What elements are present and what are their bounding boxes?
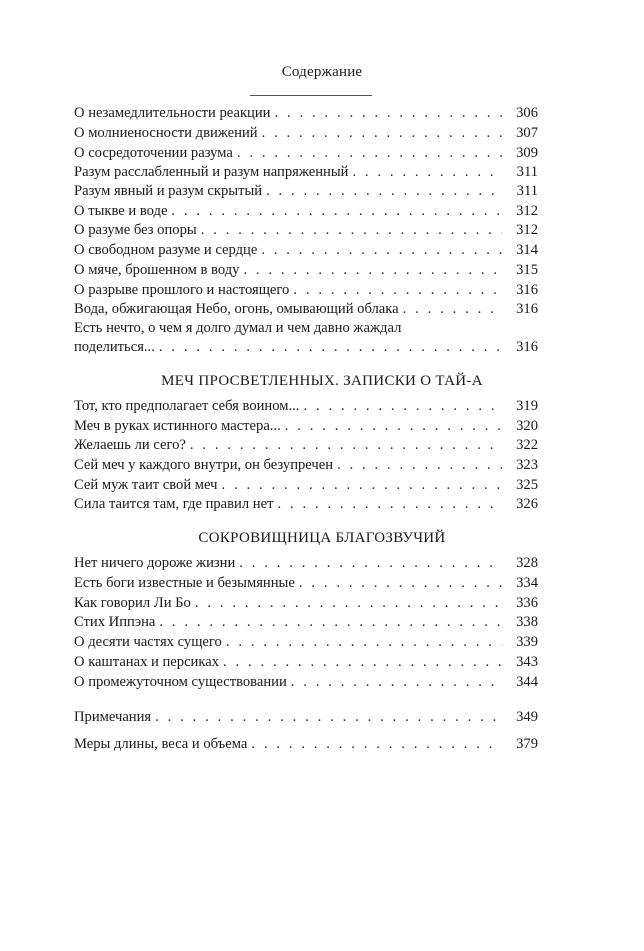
toc-entry[interactable] <box>74 574 538 592</box>
toc-entry-page: 325 <box>516 477 538 493</box>
toc-leader-dots <box>299 574 502 592</box>
toc-entry-page: 343 <box>516 654 538 670</box>
toc-entry[interactable] <box>74 417 538 435</box>
toc-entry[interactable] <box>74 594 538 612</box>
toc-leader-dots <box>239 554 502 572</box>
header-rule <box>250 95 372 96</box>
toc-entry-title-line2: поделиться... <box>74 339 155 355</box>
toc-entry-title: Вода, обжигающая Небо, огонь, омывающий облака <box>74 301 399 317</box>
toc-entry-title: О разуме без опоры <box>74 222 197 238</box>
toc-entry-title: О разрыве прошлого и настоящего <box>74 282 290 298</box>
toc-entry[interactable] <box>74 708 538 726</box>
toc-entry-page: 338 <box>516 614 538 630</box>
toc-entry[interactable] <box>74 476 538 494</box>
toc-leader-dots <box>403 300 502 318</box>
toc-entry-page: 323 <box>516 457 538 473</box>
toc-entry[interactable] <box>74 281 538 299</box>
toc-leader-dots <box>223 653 502 671</box>
toc-leader-dots <box>277 495 502 513</box>
toc-entry-title: О мяче, брошенном в воду <box>74 262 240 278</box>
toc-entry[interactable] <box>74 554 538 572</box>
toc-entry-page: 316 <box>516 282 538 298</box>
toc-entry-page: 339 <box>516 634 538 650</box>
toc-leader-dots <box>261 241 502 259</box>
toc-entry-page: 322 <box>516 437 538 453</box>
toc-leader-dots <box>237 144 502 162</box>
toc-leader-dots <box>251 735 502 753</box>
toc-entry[interactable] <box>74 456 538 474</box>
toc-leader-dots <box>285 417 502 435</box>
toc-entry-line2 <box>74 338 538 357</box>
toc-entry-title: Разум явный и разум скрытый <box>74 183 263 199</box>
toc-entry-page: 309 <box>516 145 538 161</box>
toc-entry-page: 315 <box>516 262 538 278</box>
toc-entry-page: 334 <box>516 575 538 591</box>
toc-entry-page: 306 <box>516 105 538 121</box>
page-header: Содержание <box>281 64 363 80</box>
toc-entry-title: Нет ничего дороже жизни <box>74 555 236 571</box>
toc-entry[interactable] <box>74 163 538 181</box>
section-title: МЕЧ ПРОСВЕТЛЕННЫХ. ЗАПИСКИ О ТАЙ-А <box>161 373 483 389</box>
toc-leader-dots <box>190 436 502 454</box>
toc-entry-title: О сосредоточении разума <box>74 145 233 161</box>
toc-entry[interactable] <box>74 124 538 142</box>
toc-leader-dots <box>303 397 502 415</box>
toc-leader-dots <box>352 163 502 181</box>
toc-entry-title: О тыкве и воде <box>74 203 168 219</box>
toc-entry-multiline[interactable] <box>74 319 538 357</box>
toc-entry-page: 316 <box>516 339 538 355</box>
toc-entry[interactable] <box>74 261 538 279</box>
toc-entry-page: 326 <box>516 496 538 512</box>
toc-entry[interactable] <box>74 436 538 454</box>
toc-entry-page: 336 <box>516 595 538 611</box>
toc-entry-title: Меч в руках истинного мастера... <box>74 418 281 434</box>
toc-leader-dots <box>222 476 502 494</box>
toc-entry-page: 312 <box>516 222 538 238</box>
toc-entry-title: Стих Иппэна <box>74 614 156 630</box>
toc-entry-page: 311 <box>516 164 538 180</box>
toc-entry-page: 319 <box>516 398 538 414</box>
toc-entry-title: О промежуточном существовании <box>74 674 287 690</box>
toc-entry-page: 328 <box>516 555 538 571</box>
toc-entry-title: Сей муж таит свой меч <box>74 477 218 493</box>
toc-entry[interactable] <box>74 613 538 631</box>
toc-entry-page: 314 <box>516 242 538 258</box>
toc-leader-dots <box>159 338 502 357</box>
toc-entry-title-line1: Есть нечто, о чем я долго думал и чем давно жаждал <box>74 320 402 336</box>
toc-entry-title: Желаешь ли сего? <box>74 437 186 453</box>
toc-entry-page: 316 <box>516 301 538 317</box>
toc-entry-title: Есть боги известные и безымянные <box>74 575 295 591</box>
toc-entry[interactable] <box>74 653 538 671</box>
toc-leader-dots <box>266 182 502 200</box>
toc-entry[interactable] <box>74 104 538 122</box>
toc-entry[interactable] <box>74 221 538 239</box>
toc-entry[interactable] <box>74 495 538 513</box>
toc-leader-dots <box>171 202 502 220</box>
toc-leader-dots <box>274 104 502 122</box>
toc-entry-page: 344 <box>516 674 538 690</box>
toc-entry[interactable] <box>74 300 538 318</box>
toc-leader-dots <box>201 221 502 239</box>
toc-entry-title: О незамедлительности реакции <box>74 105 271 121</box>
toc-leader-dots <box>226 633 502 651</box>
toc-leader-dots <box>291 673 502 691</box>
toc-leader-dots <box>262 124 502 142</box>
toc-entry-page: 320 <box>516 418 538 434</box>
toc-entry-title: О свободном разуме и сердце <box>74 242 258 258</box>
toc-entry[interactable] <box>74 735 538 753</box>
toc-entry[interactable] <box>74 633 538 651</box>
toc-entry-title: Сей меч у каждого внутри, он безупречен <box>74 457 334 473</box>
toc-entry[interactable] <box>74 202 538 220</box>
toc-entry-title: Тот, кто предполагает себя воином... <box>74 398 300 414</box>
toc-entry[interactable] <box>74 397 538 415</box>
toc-leader-dots <box>155 708 502 726</box>
toc-leader-dots <box>337 456 502 474</box>
toc-entry-title: О молниеносности движений <box>74 125 258 141</box>
toc-entry[interactable] <box>74 144 538 162</box>
toc-entry-title: Меры длины, веса и объема <box>74 736 248 752</box>
toc-entry-page: 349 <box>516 709 538 725</box>
section-title: СОКРОВИЩНИЦА БЛАГОЗВУЧИЙ <box>198 530 446 546</box>
toc-leader-dots <box>293 281 502 299</box>
toc-entry-title: О десяти частях сущего <box>74 634 222 650</box>
toc-entry-title: Примечания <box>74 709 152 725</box>
toc-entry[interactable] <box>74 182 538 200</box>
toc-entry-title: Как говорил Ли Бо <box>74 595 191 611</box>
toc-leader-dots <box>159 613 502 631</box>
toc-entry-title: Сила таится там, где правил нет <box>74 496 274 512</box>
toc-entry-title: О каштанах и персиках <box>74 654 220 670</box>
toc-entry[interactable] <box>74 673 538 691</box>
toc-entry-title: Разум расслабленный и разум напряженный <box>74 164 349 180</box>
toc-entry-page: 312 <box>516 203 538 219</box>
toc-entry[interactable] <box>74 241 538 259</box>
toc-entry-page: 307 <box>516 125 538 141</box>
toc-entry-page: 311 <box>516 183 538 199</box>
toc-leader-dots <box>243 261 502 279</box>
toc-entry-page: 379 <box>516 736 538 752</box>
toc-leader-dots <box>195 594 502 612</box>
